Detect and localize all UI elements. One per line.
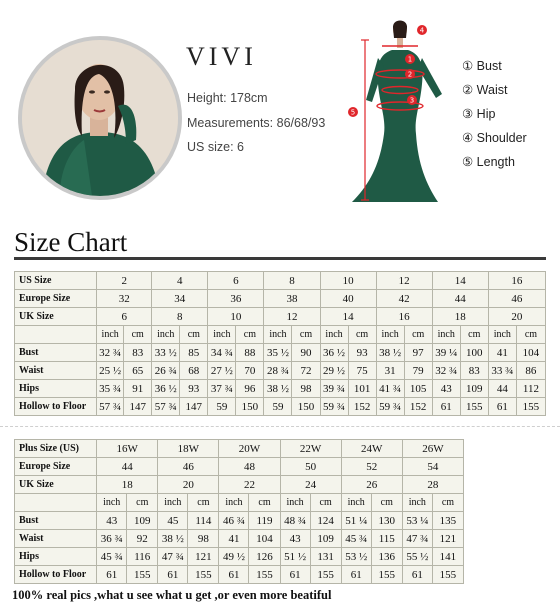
measure-label: Bust [15,512,97,530]
row-label: Plus Size (US) [15,440,97,458]
measure-cell: 121 [188,548,219,566]
measure-cell: 141 [432,548,463,566]
measure-cell: 49 ½ [219,548,249,566]
measure-row [15,512,464,530]
measure-cell: 155 [516,398,545,416]
legend-bust: ① Bust [462,59,502,73]
measure-cell: 32 ¾ [432,362,460,380]
unit-row [15,494,464,512]
measure-cell: 155 [371,566,402,584]
size-cell: 46 [158,458,219,476]
measure-cell: 116 [127,548,158,566]
measure-cell: 88 [236,344,264,362]
measure-label: Hollow to Floor [15,566,97,584]
measure-cell: 41 ¾ [376,380,404,398]
unit-inch: inch [152,326,180,344]
measurement-diagram [330,14,460,210]
measure-cell: 38 ½ [264,380,292,398]
measure-cell: 100 [460,344,488,362]
measure-label: Waist [15,362,97,380]
measure-cell: 61 [158,566,188,584]
unit-inch: inch [97,494,127,512]
marker-waist: 2 [407,70,413,79]
size-cell: 36 [208,290,264,308]
measure-cell: 152 [348,398,376,416]
measure-cell: 91 [124,380,152,398]
measure-label: Hollow to Floor [15,398,97,416]
unit-row-label-blank [15,494,97,512]
measure-cell: 61 [341,566,371,584]
measure-label: Waist [15,530,97,548]
measure-row [15,398,546,416]
unit-inch: inch [97,326,124,344]
size-cell: 40 [320,290,376,308]
size-cell: 4 [152,272,208,290]
unit-cm: cm [516,326,545,344]
measure-cell: 131 [310,548,341,566]
unit-cm: cm [432,494,463,512]
measure-cell: 28 ¾ [264,362,292,380]
size-cell: 18W [158,440,219,458]
measure-cell: 155 [188,566,219,584]
measure-cell: 96 [236,380,264,398]
measure-cell: 35 ¾ [97,380,124,398]
size-cell: 6 [97,308,152,326]
unit-inch: inch [264,326,292,344]
measure-cell: 98 [292,380,320,398]
measure-cell: 83 [460,362,488,380]
measure-cell: 47 ¾ [402,530,432,548]
brand-name: VIVI [186,42,257,71]
size-cell: 22W [280,440,341,458]
size-cell: 32 [97,290,152,308]
measure-cell: 68 [180,362,208,380]
measure-cell: 37 ¾ [208,380,236,398]
measure-cell: 109 [127,512,158,530]
measure-cell: 45 ¾ [97,548,127,566]
measure-cell: 43 [280,530,310,548]
model-portrait-image [22,40,178,196]
unit-cm: cm [348,326,376,344]
measure-cell: 34 ¾ [208,344,236,362]
model-height: Height: 178cm [187,91,268,105]
measure-label: Hips [15,380,97,398]
size-cell: 26 [341,476,402,494]
measure-cell: 44 [488,380,516,398]
marker-length: 5 [350,108,356,117]
unit-cm: cm [460,326,488,344]
measure-cell: 114 [188,512,219,530]
size-cell: 24 [280,476,341,494]
measure-cell: 155 [249,566,280,584]
measure-cell: 135 [432,512,463,530]
size-cell: 54 [402,458,463,476]
measure-cell: 150 [292,398,320,416]
size-cell: 12 [264,308,320,326]
measure-row [15,530,464,548]
measure-cell: 72 [292,362,320,380]
measure-cell: 93 [180,380,208,398]
title-underline [14,257,546,260]
size-cell: 10 [208,308,264,326]
measure-cell: 101 [348,380,376,398]
unit-inch: inch [376,326,404,344]
measure-cell: 61 [219,566,249,584]
marker-hip: 3 [409,96,415,105]
measure-cell: 27 ½ [208,362,236,380]
measure-cell: 47 ¾ [158,548,188,566]
size-cell: 18 [432,308,488,326]
measure-row [15,566,464,584]
measure-cell: 61 [432,398,460,416]
measure-cell: 61 [402,566,432,584]
measure-cell: 136 [371,548,402,566]
row-label: US Size [15,272,97,290]
measure-cell: 150 [236,398,264,416]
measure-row [15,362,546,380]
size-cell: 44 [432,290,488,308]
measure-cell: 39 ¾ [320,380,348,398]
measure-cell: 90 [292,344,320,362]
measure-cell: 33 ½ [152,344,180,362]
measure-cell: 119 [249,512,280,530]
measure-cell: 26 ¾ [152,362,180,380]
plus-size-row [15,440,464,458]
measure-cell: 65 [124,362,152,380]
size-cell: 16W [97,440,158,458]
measure-cell: 31 [376,362,404,380]
measure-cell: 85 [180,344,208,362]
measure-cell: 93 [348,344,376,362]
unit-inch: inch [432,326,460,344]
measure-cell: 43 [432,380,460,398]
size-cell: 34 [152,290,208,308]
measure-cell: 98 [188,530,219,548]
size-cell: 42 [376,290,432,308]
legend-length: ⑤ Length [462,155,515,169]
unit-cm: cm [236,326,264,344]
plus-size-table [14,439,464,584]
measure-cell: 70 [236,362,264,380]
unit-cm: cm [124,326,152,344]
unit-inch: inch [320,326,348,344]
measure-cell: 43 [97,512,127,530]
measure-cell: 25 ½ [97,362,124,380]
size-cell: 22 [219,476,280,494]
size-cell: 48 [219,458,280,476]
size-cell: 2 [97,272,152,290]
measure-cell: 33 ¾ [488,362,516,380]
unit-cm: cm [188,494,219,512]
measure-cell: 126 [249,548,280,566]
measure-cell: 36 ¾ [97,530,127,548]
size-cell: 20 [158,476,219,494]
measure-cell: 92 [127,530,158,548]
marker-shoulder: 4 [419,26,425,35]
model-us-size: US size: 6 [187,140,244,154]
europe-size-row [15,458,464,476]
unit-inch: inch [208,326,236,344]
measure-cell: 55 ½ [402,548,432,566]
size-cell: 8 [264,272,320,290]
unit-cm: cm [292,326,320,344]
size-cell: 10 [320,272,376,290]
size-cell: 14 [320,308,376,326]
measure-cell: 29 ½ [320,362,348,380]
measure-cell: 155 [310,566,341,584]
uk-size-row [15,308,546,326]
measure-cell: 155 [127,566,158,584]
measure-cell: 45 [158,512,188,530]
size-cell: 6 [208,272,264,290]
measure-cell: 147 [180,398,208,416]
size-cell: 16 [488,272,545,290]
measure-cell: 36 ½ [152,380,180,398]
footer-note: 100% real pics ,what u see what u get ,or even more beatiful [12,588,332,602]
legend-hip: ③ Hip [462,107,496,121]
unit-cm: cm [310,494,341,512]
measure-cell: 41 [219,530,249,548]
measure-cell: 59 [208,398,236,416]
measure-cell: 147 [124,398,152,416]
unit-inch: inch [158,494,188,512]
measure-cell: 38 ½ [158,530,188,548]
measure-cell: 45 ¾ [341,530,371,548]
size-cell: 26W [402,440,463,458]
measure-cell: 41 [488,344,516,362]
measure-cell: 109 [460,380,488,398]
measure-row [15,380,546,398]
measure-cell: 59 ¾ [320,398,348,416]
size-cell: 18 [97,476,158,494]
measure-cell: 57 ¾ [152,398,180,416]
measure-cell: 51 ¼ [341,512,371,530]
unit-cm: cm [371,494,402,512]
measure-cell: 61 [97,566,127,584]
size-cell: 38 [264,290,320,308]
measure-cell: 155 [460,398,488,416]
unit-cm: cm [180,326,208,344]
row-label: UK Size [15,308,97,326]
measure-cell: 51 ½ [280,548,310,566]
unit-inch: inch [402,494,432,512]
unit-cm: cm [249,494,280,512]
measure-cell: 53 ½ [341,548,371,566]
measure-cell: 79 [404,362,432,380]
unit-row [15,326,546,344]
measure-row [15,344,546,362]
table-divider [0,426,560,427]
measure-cell: 155 [432,566,463,584]
measure-cell: 115 [371,530,402,548]
measure-cell: 152 [404,398,432,416]
measure-label: Bust [15,344,97,362]
measure-cell: 61 [488,398,516,416]
uk-size-row [15,476,464,494]
unit-row-label-blank [15,326,97,344]
size-cell: 50 [280,458,341,476]
measure-cell: 97 [404,344,432,362]
measure-cell: 39 ¼ [432,344,460,362]
measure-cell: 83 [124,344,152,362]
unit-inch: inch [488,326,516,344]
measure-cell: 109 [310,530,341,548]
legend-shoulder: ④ Shoulder [462,131,527,145]
measure-cell: 59 ¾ [376,398,404,416]
us-size-row [15,272,546,290]
measure-cell: 130 [371,512,402,530]
measure-cell: 32 ¾ [97,344,124,362]
measure-cell: 105 [404,380,432,398]
measure-cell: 36 ½ [320,344,348,362]
measure-cell: 48 ¾ [280,512,310,530]
size-cell: 28 [402,476,463,494]
measure-cell: 59 [264,398,292,416]
size-chart-title: Size Chart [14,227,128,257]
measure-cell: 121 [432,530,463,548]
measure-cell: 35 ½ [264,344,292,362]
unit-inch: inch [341,494,371,512]
measure-cell: 46 ¾ [219,512,249,530]
legend-waist: ② Waist [462,83,508,97]
measure-row [15,548,464,566]
size-cell: 20 [488,308,545,326]
size-cell: 24W [341,440,402,458]
size-cell: 52 [341,458,402,476]
measure-cell: 53 ¼ [402,512,432,530]
marker-bust: 1 [407,55,413,64]
size-cell: 44 [97,458,158,476]
size-cell: 20W [219,440,280,458]
row-label: Europe Size [15,290,97,308]
measure-cell: 75 [348,362,376,380]
europe-size-row [15,290,546,308]
size-cell: 16 [376,308,432,326]
unit-inch: inch [219,494,249,512]
size-cell: 46 [488,290,545,308]
measure-cell: 124 [310,512,341,530]
unit-cm: cm [404,326,432,344]
unit-cm: cm [127,494,158,512]
measure-cell: 57 ¾ [97,398,124,416]
unit-inch: inch [280,494,310,512]
size-cell: 8 [152,308,208,326]
row-label: UK Size [15,476,97,494]
measure-cell: 104 [249,530,280,548]
measure-cell: 61 [280,566,310,584]
measure-cell: 104 [516,344,545,362]
measure-cell: 112 [516,380,545,398]
size-cell: 14 [432,272,488,290]
size-cell: 12 [376,272,432,290]
measure-label: Hips [15,548,97,566]
model-measurements: Measurements: 86/68/93 [187,116,326,130]
measure-cell: 38 ½ [376,344,404,362]
measure-cell: 86 [516,362,545,380]
regular-size-table [14,271,546,416]
model-portrait [18,36,182,200]
row-label: Europe Size [15,458,97,476]
